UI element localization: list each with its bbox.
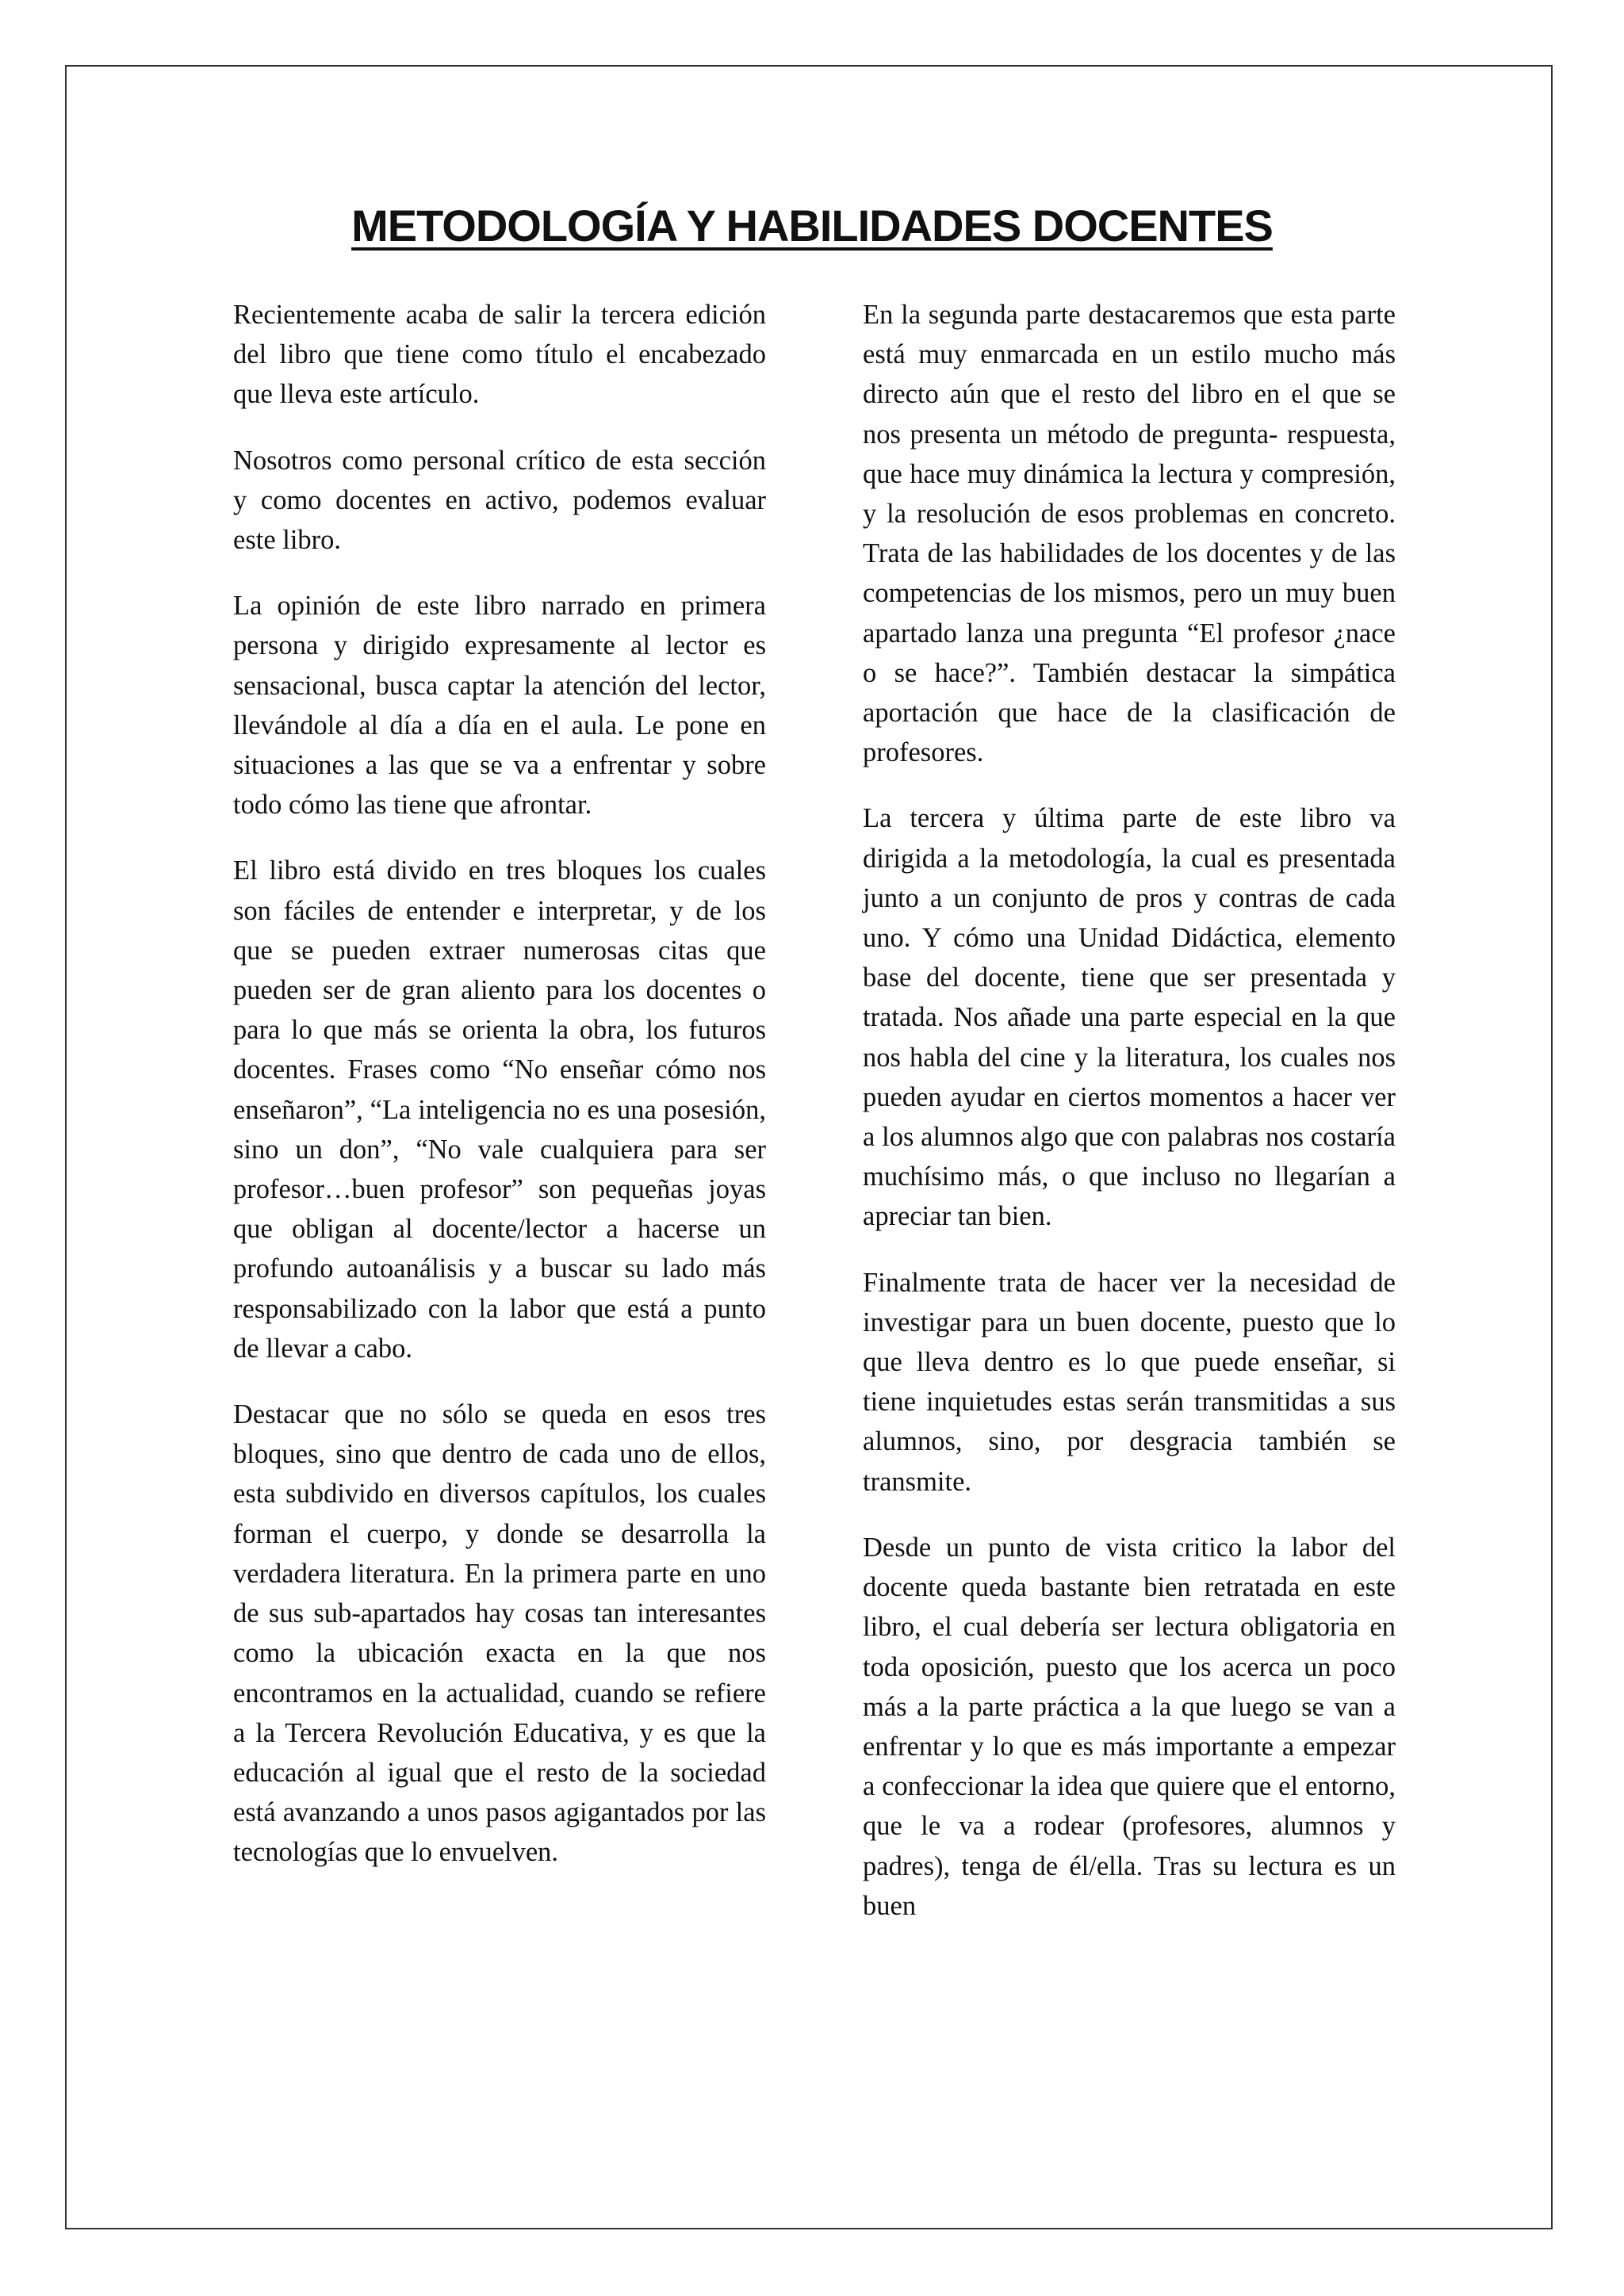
paragraph: Recientemente acaba de salir la tercera edición del libro que tiene como título el encabezado que lleva este artículo. <box>233 300 766 410</box>
article-title-text: METODOLOGÍA Y HABILIDADES DOCENTES <box>351 201 1273 251</box>
paragraph: Destacar que no sólo se queda en esos tres bloques, sino que dentro de cada uno de ellos, esta subdivido en diversos capítulos, los cuales forman el cuerpo, y donde se desarrolla la verdadera literatura. En la primera parte en uno de sus sub-apartados hay cosas tan interesantes como la ubicación exacta en la que nos encontramos en la actualidad, cuando se refiere a la Tercera Revolución Educativa, y es que la educación al igual que el resto de la sociedad está avanzando a unos pasos agigantados por las tecnologías que lo envuelven. <box>233 1399 766 1868</box>
paragraph: La tercera y última parte de este libro va dirigida a la metodología, la cual es presentada junto a un conjunto de pros y contras de cada uno. Y cómo una Unidad Didáctica, elemento base del docente, tiene que ser presentada y tratada. Nos añade una parte especial en la que nos habla del cine y la literatura, los cuales nos pueden ayudar en ciertos momentos a hacer ver a los alumnos algo que con palabras nos costaría muchísimo más, o que incluso no llegarían a apreciar tan bien. <box>863 803 1396 1232</box>
right-column <box>863 295 1396 1952</box>
paragraph: En la segunda parte destacaremos que esta parte está muy enmarcada en un estilo mucho más directo aún que el resto del libro en el que se nos presenta un método de pregunta- respuesta, que hace muy dinámica la lectura y compresión, y la resolución de esos problemas en concreto. Trata de las habilidades de los docentes y de las competencias de los mismos, pero un muy buen apartado lanza una pregunta “El profesor ¿nace o se hace?”. También destacar la simpática aportación que hace de la clasificación de profesores. <box>863 300 1396 768</box>
paragraph: Finalmente trata de hacer ver la necesidad de investigar para un buen docente, puesto que lo que lleva dentro es lo que puede enseñar, si tiene inquietudes estas serán transmitidas a sus alumnos, sino, por desgracia también se transmite. <box>863 1267 1396 1497</box>
left-column <box>233 295 766 1899</box>
paragraph: Desde un punto de vista critico la labor del docente queda bastante bien retratada en este libro, el cual debería ser lectura obligatoria en toda oposición, puesto que los acerca un poco más a la parte práctica a la que luego se van a enfrentar y lo que es más importante a empezar a confeccionar la idea que quiere que el entorno, que le va a rodear (profesores, alumnos y padres), tenga de él/ella. Tras su lectura es un buen <box>863 1532 1396 1921</box>
paragraph: Nosotros como personal crítico de esta sección y como docentes en activo, podemos evaluar este libro. <box>233 445 766 556</box>
paragraph: La opinión de este libro narrado en primera persona y dirigido expresamente al lector es sensacional, busca captar la atención del lector, llevándole al día a día en el aula. Le pone en situaciones a las que se va a enfrentar y sobre todo cómo las tiene que afrontar. <box>233 591 766 821</box>
paragraph: El libro está divido en tres bloques los cuales son fáciles de entender e interpretar, y de los que se pueden extraer numerosas citas que pueden ser de gran aliento para los docentes o para lo que más se orienta la obra, los futuros docentes. Frases como “No enseñar cómo nos enseñaron”, “La inteligencia no es una posesión, sino un don”, “No vale cualquiera para ser profesor…buen profesor” son pequeñas joyas que obligan al docente/lector a hacerse un profundo autoanálisis y a buscar su lado más responsabilizado con la labor que está a punto de llevar a cabo. <box>233 855 766 1364</box>
article-title <box>0 200 1624 251</box>
